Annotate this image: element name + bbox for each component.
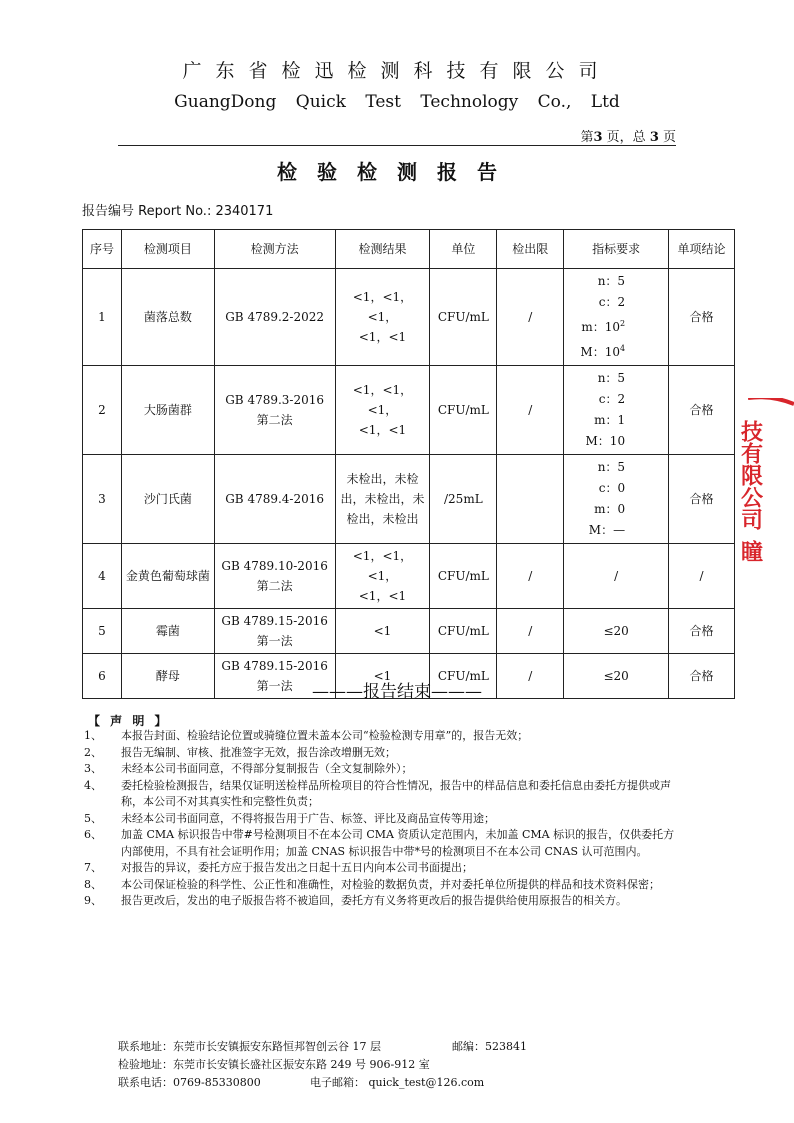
cell-result [335, 455, 430, 544]
cell-method-line: 第一法 [256, 634, 293, 648]
declaration-text: 未经本公司书面同意，不得部分复制报告（全文复制除外）； [121, 762, 413, 775]
declaration-text: 本报告封面、检验结论位置或骑缝位置未盖本公司“检验检测专用章”的，报告无效； [121, 729, 529, 742]
contact-email: 电子邮箱： quick_test@126.com [310, 1076, 485, 1089]
page-total: 3 [649, 130, 659, 145]
table-body [83, 269, 735, 699]
cell-item: 酵母 [121, 654, 214, 699]
declaration-item [84, 745, 684, 762]
cell-result-line: <1，<1 [358, 589, 407, 603]
table-row [83, 544, 735, 609]
report-end-marker: ———报告结束——— [312, 682, 482, 702]
cell-conclusion: 合格 [669, 455, 735, 544]
cell-conclusion: / [669, 544, 735, 609]
declaration-text: 未经本公司书面同意，不得将报告用于广告、标签、评比及商品宣传等用途； [121, 811, 495, 825]
cell-method [214, 455, 335, 544]
company-name-en: GuangDong Quick Test Technology Co., Ltd [174, 92, 620, 112]
column-header: 序号 [83, 230, 122, 269]
cell-method-line: GB 4789.2-2022 [225, 310, 325, 324]
cell-result-line: <1，<1 [358, 330, 407, 344]
cell-method [214, 544, 335, 609]
page-current: 3 [593, 130, 603, 145]
report-title: 检验检测报告 [277, 160, 517, 184]
declaration-title: 【 声 明 】 [88, 714, 170, 728]
cell-limit: / [497, 544, 564, 609]
declaration-text: 对报告的异议，委托方应于报告发出之日起十五日内向本公司书面提出； [121, 861, 473, 874]
cell-unit: CFU/mL [430, 269, 497, 366]
cell-requirement [564, 609, 669, 654]
results-table [82, 229, 735, 699]
cell-result [335, 609, 430, 654]
cell-item: 菌落总数 [121, 269, 214, 366]
cell-method-line: 第一法 [256, 679, 293, 693]
declaration-number: 7、 [84, 861, 102, 874]
requirement-line: c：2 [598, 295, 626, 309]
cell-limit: / [497, 609, 564, 654]
cell-result-line: <1，<1，<1， [352, 549, 413, 583]
table-header-row [83, 230, 735, 269]
requirement-line: n：5 [597, 460, 626, 474]
cell-item: 大肠菌群 [121, 366, 214, 455]
declaration-item [84, 761, 684, 778]
cell-method [214, 366, 335, 455]
table-row [83, 455, 735, 544]
requirement-line: M：— [588, 523, 626, 537]
header-divider [118, 145, 676, 146]
cell-conclusion: 合格 [669, 654, 735, 699]
cell-no: 5 [83, 609, 122, 654]
cell-result-line: 出，未检出，未 [340, 492, 425, 506]
cell-method-line: GB 4789.15-2016 [221, 659, 328, 673]
footer-contact [118, 1038, 527, 1092]
declaration-item [84, 728, 684, 745]
cell-conclusion: 合格 [669, 366, 735, 455]
cell-result [335, 544, 430, 609]
cell-item: 霉菌 [121, 609, 214, 654]
cell-item: 金黄色葡萄球菌 [121, 544, 214, 609]
cell-method-line: GB 4789.3-2016 [225, 393, 325, 407]
requirement-line: ≤20 [603, 669, 629, 683]
company-name-cn: 广东省检迅检测科技有限公司 [182, 60, 612, 82]
declaration-item [84, 811, 684, 828]
cell-result-line: <1 [373, 624, 392, 638]
cell-limit: / [497, 366, 564, 455]
cell-result-line: 未检出，未检 [346, 472, 419, 486]
requirement-line: m：$10^2$ [581, 319, 626, 334]
cell-method-line: GB 4789.4-2016 [225, 492, 325, 506]
requirement-line: M：$10^4$ [580, 344, 626, 359]
column-header: 指标要求 [564, 230, 669, 269]
cell-requirement [564, 269, 669, 366]
declaration-number: 1、 [84, 729, 102, 742]
table-row [83, 609, 735, 654]
column-header: 单项结论 [669, 230, 735, 269]
company-seal-stamp [730, 398, 794, 568]
postcode: 邮编：523841 [452, 1040, 527, 1053]
cell-unit: CFU/mL [430, 366, 497, 455]
contact-phone: 联系电话：0769-85330800 [118, 1076, 261, 1089]
cell-item: 沙门氏菌 [121, 455, 214, 544]
cell-limit: / [497, 654, 564, 699]
cell-conclusion: 合格 [669, 609, 735, 654]
cell-result-line: 检出，未检出 [346, 512, 419, 526]
cell-no: 1 [83, 269, 122, 366]
cell-conclusion: 合格 [669, 269, 735, 366]
exponent: 2 [619, 319, 626, 328]
declaration-list [84, 728, 684, 910]
cell-no: 6 [83, 654, 122, 699]
declaration-item [84, 860, 684, 877]
declaration-number: 4、 [84, 778, 102, 792]
declaration-item [84, 893, 684, 910]
declaration-text: 委托检验检测报告，结果仅证明送检样品所检项目的符合性情况，报告中的样品信息和委托信息由委托方提供或声称，本公司不对其真实性和完整性负责； [121, 778, 671, 808]
cell-unit: CFU/mL [430, 609, 497, 654]
requirement-line: M：10 [585, 434, 626, 448]
cell-requirement [564, 366, 669, 455]
report-number: 报告编号 Report No.: 2340171 [82, 204, 274, 219]
cell-result-line: <1，<1，<1， [352, 290, 413, 324]
declaration-number: 5、 [84, 811, 102, 825]
svg-text:技有限公司: 技有限公司 [737, 420, 763, 530]
declaration-number: 9、 [84, 894, 102, 907]
requirement-line: n：5 [597, 274, 626, 288]
cell-method-line: GB 4789.15-2016 [221, 614, 328, 628]
cell-result [335, 366, 430, 455]
column-header: 检测方法 [214, 230, 335, 269]
cell-no: 3 [83, 455, 122, 544]
cell-no: 4 [83, 544, 122, 609]
requirement-line: c：0 [598, 481, 626, 495]
declaration-number: 2、 [84, 745, 102, 759]
declaration-text: 本公司保证检验的科学性、公正性和准确性，对检验的数据负责，并对委托单位所提供的样品和技术资料保密； [121, 877, 660, 891]
table-row [83, 269, 735, 366]
requirement-line: ≤20 [603, 624, 629, 638]
cell-method-line: GB 4789.10-2016 [221, 559, 328, 573]
column-header: 单位 [430, 230, 497, 269]
cell-unit: CFU/mL [430, 544, 497, 609]
column-header: 检测结果 [335, 230, 430, 269]
cell-method-line: 第二法 [256, 579, 293, 593]
cell-no: 2 [83, 366, 122, 455]
cell-method [214, 269, 335, 366]
declaration-number: 3、 [84, 762, 102, 775]
cell-requirement [564, 544, 669, 609]
declaration-item [84, 877, 684, 894]
cell-unit: /25mL [430, 455, 497, 544]
cell-unit: CFU/mL [430, 654, 497, 699]
requirement-line: m：1 [594, 413, 626, 427]
requirement-line: m：0 [594, 502, 626, 516]
requirement-line: c：2 [598, 392, 626, 406]
declaration-item [84, 778, 684, 811]
cell-method-line: 第二法 [256, 413, 293, 427]
contact-address: 联系地址：东莞市长安镇振安东路恒邦智创云谷 17 层 [118, 1040, 381, 1053]
declaration-text: 报告无编制、审核、批准签字无效，报告涂改增删无效； [121, 745, 396, 759]
declaration-number: 8、 [84, 877, 102, 891]
declaration-item [84, 827, 684, 860]
declaration-text: 报告更改后，发出的电子版报告将不被追回，委托方有义务将更改后的报告提供给使用原报告的相关方。 [121, 894, 627, 907]
declaration-text: 加盖 CMA 标识报告中带#号检测项目不在本公司 CMA 资质认定范围内，未加盖 CMA 标识的报告，仅供委托方内部使用，不具有社会证明作用；加盖 CNAS 标识报告中带*号的检测项目不在本公司 CNAS 认可范围内。 [121, 828, 675, 858]
table-row [83, 366, 735, 455]
cell-requirement [564, 455, 669, 544]
cell-result-line: <1，<1，<1， [352, 383, 413, 417]
requirement-line: n：5 [597, 371, 626, 385]
exponent: 4 [619, 344, 626, 353]
cell-result [335, 269, 430, 366]
column-header: 检出限 [497, 230, 564, 269]
declaration-number: 6、 [84, 828, 102, 841]
svg-text:瞳: 瞳 [737, 540, 763, 562]
requirement-line: / [614, 569, 619, 583]
cell-result-line: <1，<1 [358, 423, 407, 437]
column-header: 检测项目 [121, 230, 214, 269]
cell-limit [497, 455, 564, 544]
cell-method [214, 609, 335, 654]
cell-result-line: <1 [373, 669, 392, 683]
test-address: 检验地址：东莞市长安镇长盛社区振安东路 249 号 906-912 室 [118, 1058, 430, 1071]
cell-limit: / [497, 269, 564, 366]
page-indicator: 第3 页，总 3 页 [580, 130, 676, 145]
